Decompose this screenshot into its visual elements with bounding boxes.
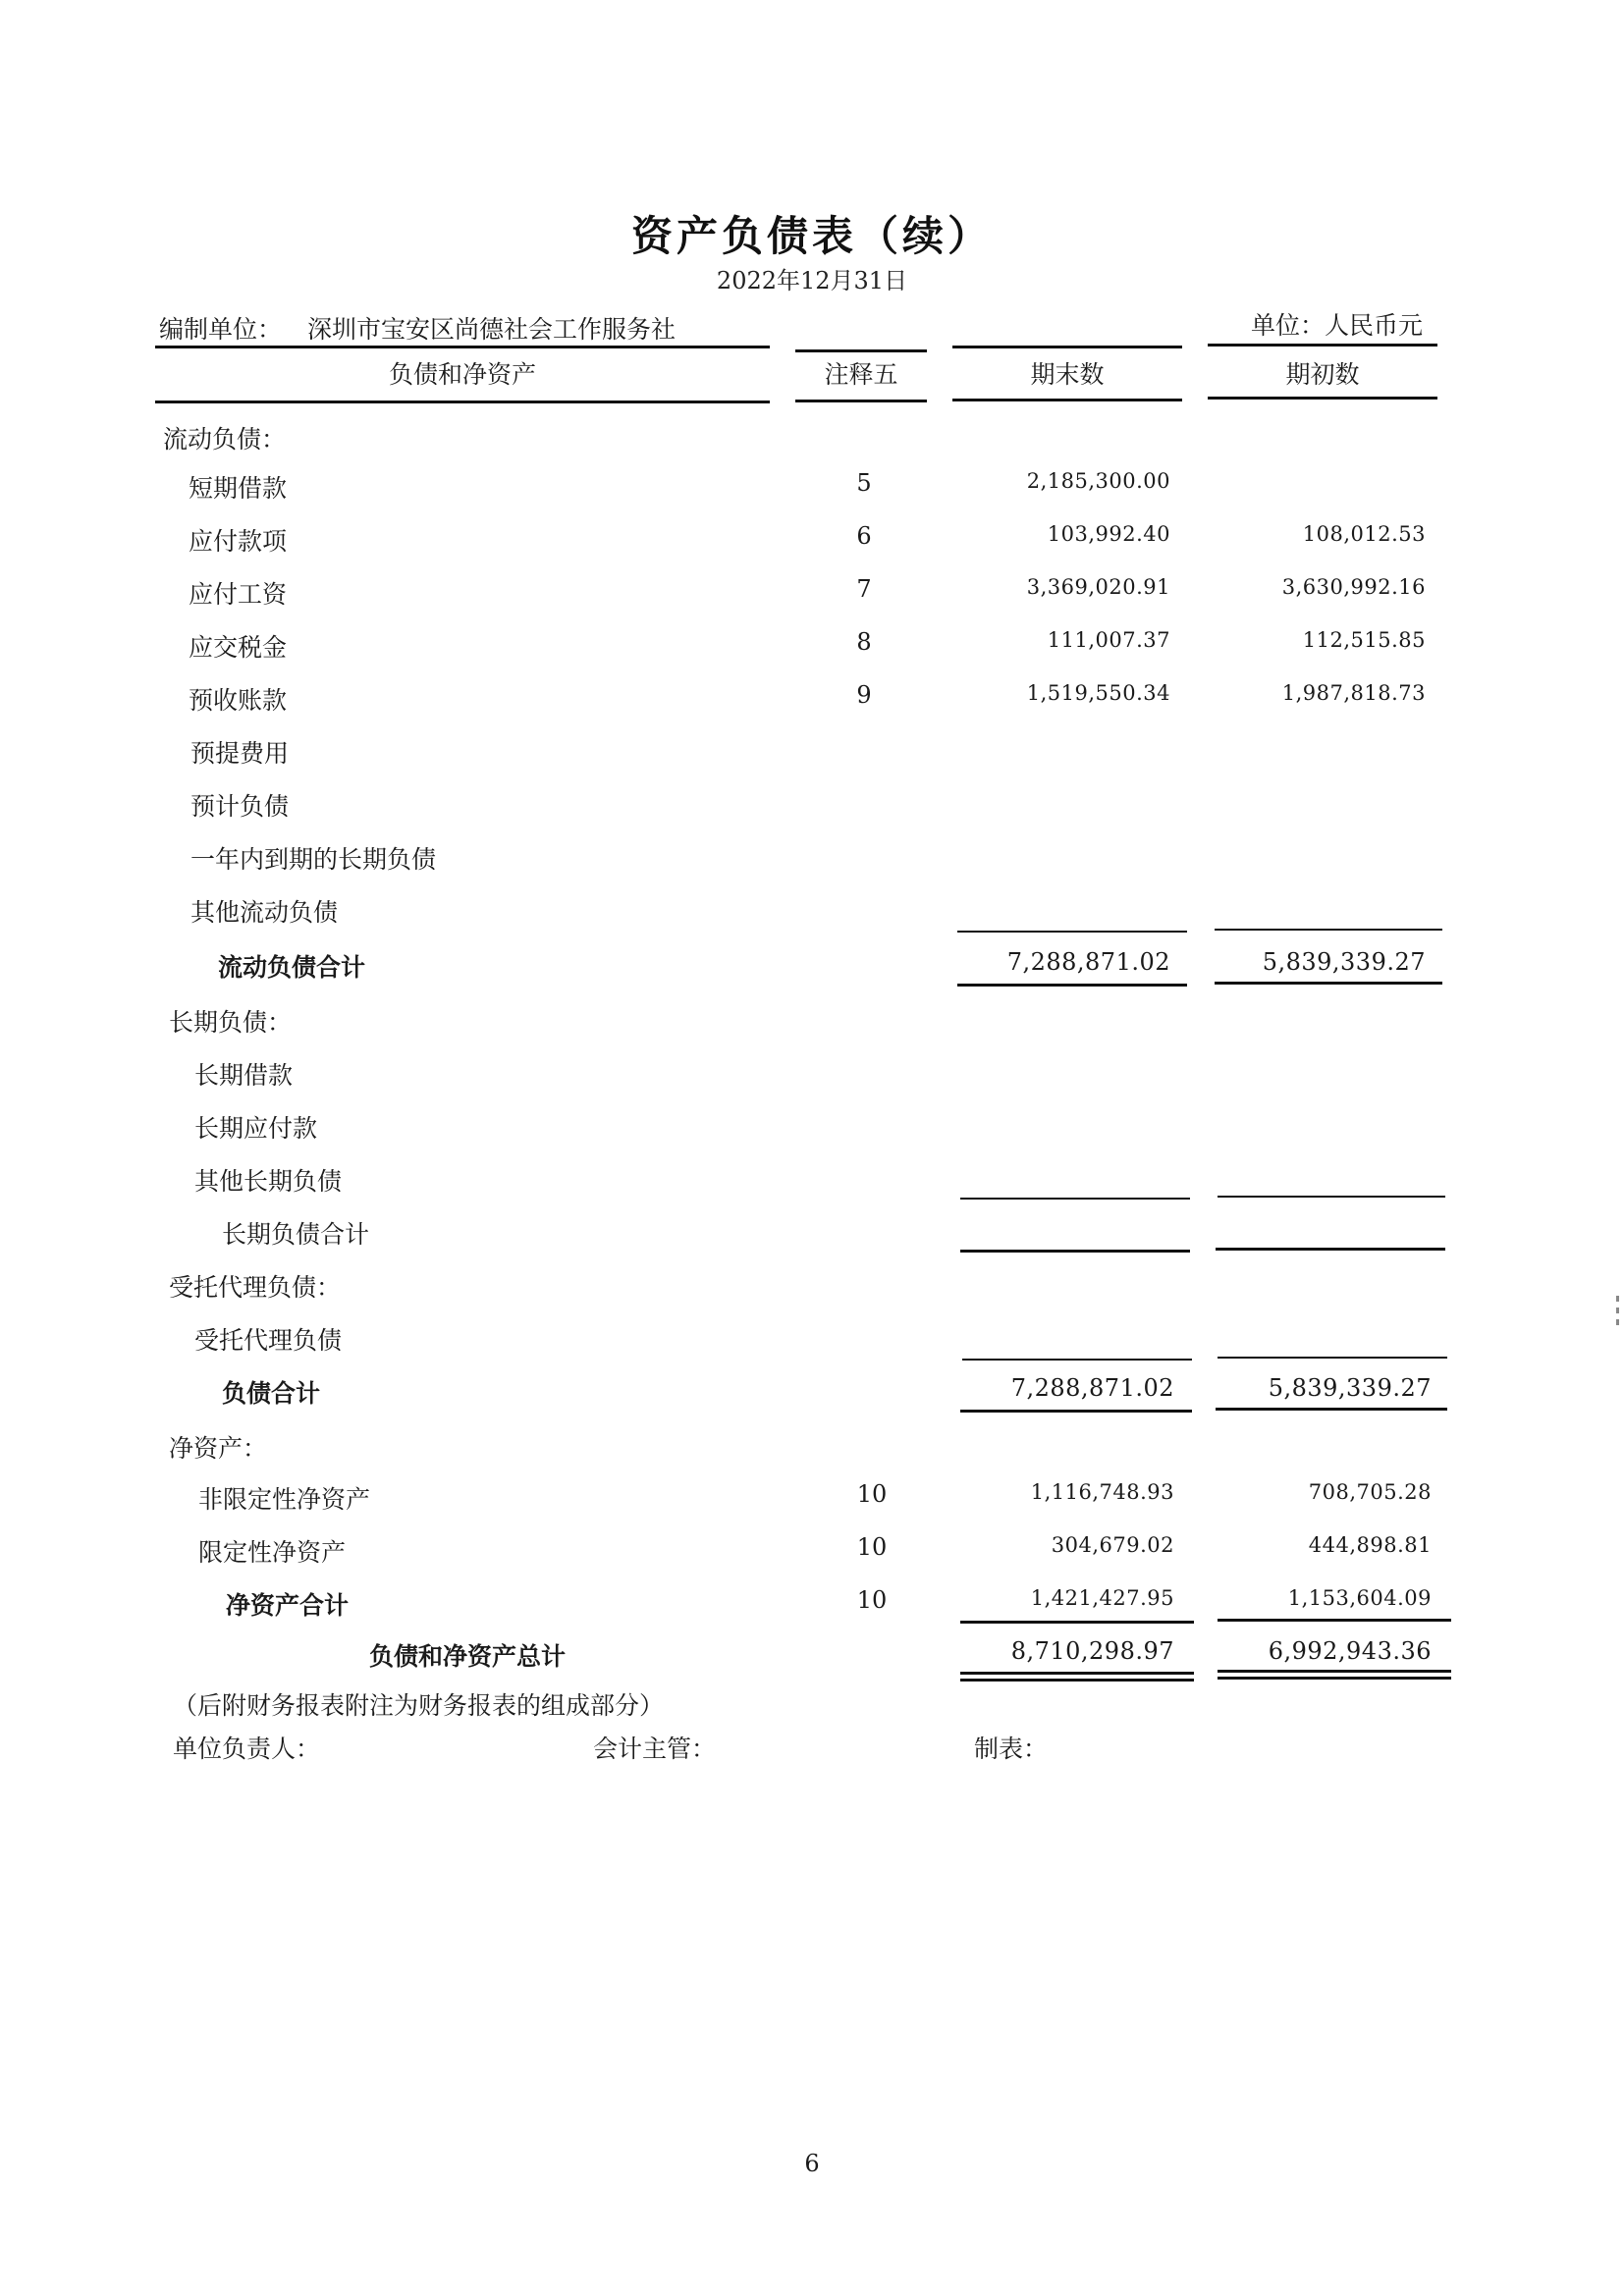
table-row: [0, 840, 1624, 880]
row-period-end: 8,710,298.97: [1010, 1637, 1174, 1665]
row-label: 受托代理负债：: [169, 1273, 342, 1302]
subtotal-top-rule-start: [1215, 929, 1442, 931]
table-row: [0, 681, 1624, 721]
column-header-note: 注释五: [824, 360, 898, 389]
column-header-item: 负债和净资产: [388, 360, 536, 389]
row-period-start: 112,515.85: [1302, 628, 1426, 652]
table-row: [0, 1480, 1624, 1520]
table-row: [0, 628, 1624, 667]
row-label: 预收账款: [189, 686, 288, 715]
row-period-start: 3,630,992.16: [1281, 575, 1426, 599]
row-note: 6: [856, 522, 872, 550]
row-note: 9: [856, 681, 872, 709]
row-label: 限定性净资产: [198, 1538, 347, 1567]
row-period-start: 1,987,818.73: [1281, 681, 1426, 705]
row-label: 长期负债合计: [222, 1220, 370, 1249]
total-liabilities-bottom-rule-start: [1216, 1408, 1447, 1411]
long-term-top-rule-end: [960, 1198, 1190, 1200]
table-row-section-long-term-liabilities: [0, 1003, 1624, 1042]
scan-edge-mark: [1616, 1296, 1619, 1331]
row-note: 10: [856, 1533, 888, 1561]
table-row: [0, 575, 1624, 614]
table-row-section-current-liabilities: [0, 420, 1624, 459]
row-label: 非限定性净资产: [198, 1485, 371, 1514]
row-note: 10: [856, 1586, 888, 1614]
table-row-section-custodial-liabilities: [0, 1268, 1624, 1308]
compiler-label: 编制单位：: [159, 315, 283, 344]
table-row: [0, 469, 1624, 508]
row-period-start: 6,992,943.36: [1268, 1637, 1432, 1665]
total-liabilities-top-rule-end: [962, 1359, 1192, 1361]
table-row: [0, 1321, 1624, 1361]
report-date: 2022年12月31日: [716, 267, 908, 294]
row-label: 应付工资: [189, 580, 288, 609]
row-note: 8: [856, 628, 872, 656]
currency-unit: 单位：人民币元: [1251, 311, 1424, 340]
row-period-end: 1,116,748.93: [1030, 1480, 1174, 1504]
compiler-name: 深圳市宝安区尚德社会工作服务社: [307, 315, 677, 344]
long-term-top-rule-start: [1218, 1196, 1445, 1198]
column-header-period-end: 期末数: [1030, 360, 1105, 389]
row-label: 应付款项: [189, 527, 288, 556]
row-label: 净资产合计: [226, 1591, 350, 1620]
row-period-end: 7,288,871.02: [1010, 1374, 1174, 1402]
row-period-end: 3,369,020.91: [1026, 575, 1170, 599]
total-liabilities-top-rule-start: [1218, 1357, 1447, 1359]
row-period-start: 5,839,339.27: [1268, 1374, 1432, 1402]
grand-total-double-rule-2-start: [1218, 1677, 1451, 1680]
header-bottom-rule-note: [795, 400, 927, 402]
table-row: [0, 893, 1624, 933]
long-term-bottom-rule-start: [1216, 1248, 1445, 1251]
long-term-bottom-rule-end: [960, 1250, 1190, 1253]
row-label: 长期借款: [194, 1061, 294, 1090]
footnote: （后附财务报表附注为财务报表的组成部分）: [173, 1691, 665, 1720]
table-row: [0, 1109, 1624, 1148]
page-number: 6: [804, 2150, 820, 2177]
header-bottom-rule-item: [155, 400, 770, 403]
header-bottom-rule-start: [1208, 397, 1437, 400]
row-label: 短期借款: [189, 474, 288, 503]
subtotal-bottom-rule-start: [1215, 982, 1442, 985]
row-label: 长期应付款: [194, 1114, 318, 1143]
row-note: 10: [856, 1480, 888, 1508]
header-top-rule-note: [795, 349, 927, 352]
row-note: 5: [856, 469, 872, 497]
row-label: 受托代理负债: [194, 1326, 343, 1355]
grand-total-double-rule-1-end: [960, 1672, 1194, 1675]
table-row: [0, 1533, 1624, 1573]
row-period-start: 708,705.28: [1308, 1480, 1432, 1504]
signature-responsible-person: 单位负责人：: [173, 1735, 321, 1763]
row-label: 流动负债合计: [218, 953, 366, 982]
table-row: [0, 1056, 1624, 1095]
row-period-end: 103,992.40: [1047, 522, 1170, 546]
row-period-end: 304,679.02: [1051, 1533, 1174, 1557]
grand-total-double-rule-1-start: [1218, 1670, 1451, 1673]
row-label: 预提费用: [190, 739, 290, 768]
header-top-rule-item: [155, 346, 770, 348]
row-period-end: 2,185,300.00: [1026, 469, 1170, 493]
signature-preparer: 制表：: [974, 1735, 1049, 1763]
row-label: 流动负债：: [163, 425, 287, 454]
table-row: [0, 522, 1624, 561]
table-row-section-net-assets: [0, 1429, 1624, 1468]
row-label: 负债和净资产总计: [369, 1642, 567, 1671]
column-header-period-start: 期初数: [1285, 360, 1360, 389]
row-label: 应交税金: [189, 633, 288, 662]
signature-accounting-supervisor: 会计主管：: [593, 1735, 717, 1763]
row-period-end: 1,421,427.95: [1030, 1586, 1174, 1610]
net-assets-bottom-rule-end: [960, 1621, 1194, 1624]
header-top-rule-start: [1208, 344, 1437, 347]
row-label: 一年内到期的长期负债: [190, 845, 437, 874]
table-row: [0, 734, 1624, 774]
grand-total-double-rule-2-end: [960, 1679, 1194, 1682]
row-period-start: 1,153,604.09: [1287, 1586, 1432, 1610]
header-top-rule-end: [952, 346, 1182, 348]
row-note: 7: [856, 575, 872, 603]
row-label: 长期负债：: [169, 1008, 293, 1037]
row-label: 负债合计: [222, 1379, 321, 1408]
subtotal-top-rule-end: [957, 931, 1187, 933]
subtotal-bottom-rule-end: [957, 984, 1187, 987]
row-label: 预计负债: [190, 792, 290, 821]
row-label: 净资产：: [169, 1434, 268, 1463]
compiler-info: [159, 310, 676, 346]
document-title: 资产负债表（续）: [630, 212, 993, 260]
table-row: [0, 787, 1624, 827]
row-period-start: 5,839,339.27: [1262, 948, 1426, 976]
row-period-end: 1,519,550.34: [1026, 681, 1170, 705]
row-period-start: 444,898.81: [1308, 1533, 1432, 1557]
row-label: 其他流动负债: [190, 898, 339, 927]
row-label: 其他长期负债: [194, 1167, 343, 1196]
row-period-end: 7,288,871.02: [1006, 948, 1170, 976]
net-assets-bottom-rule-start: [1218, 1619, 1451, 1622]
total-liabilities-bottom-rule-end: [960, 1410, 1192, 1413]
row-period-start: 108,012.53: [1302, 522, 1426, 546]
header-bottom-rule-end: [952, 399, 1182, 401]
row-period-end: 111,007.37: [1047, 628, 1170, 652]
